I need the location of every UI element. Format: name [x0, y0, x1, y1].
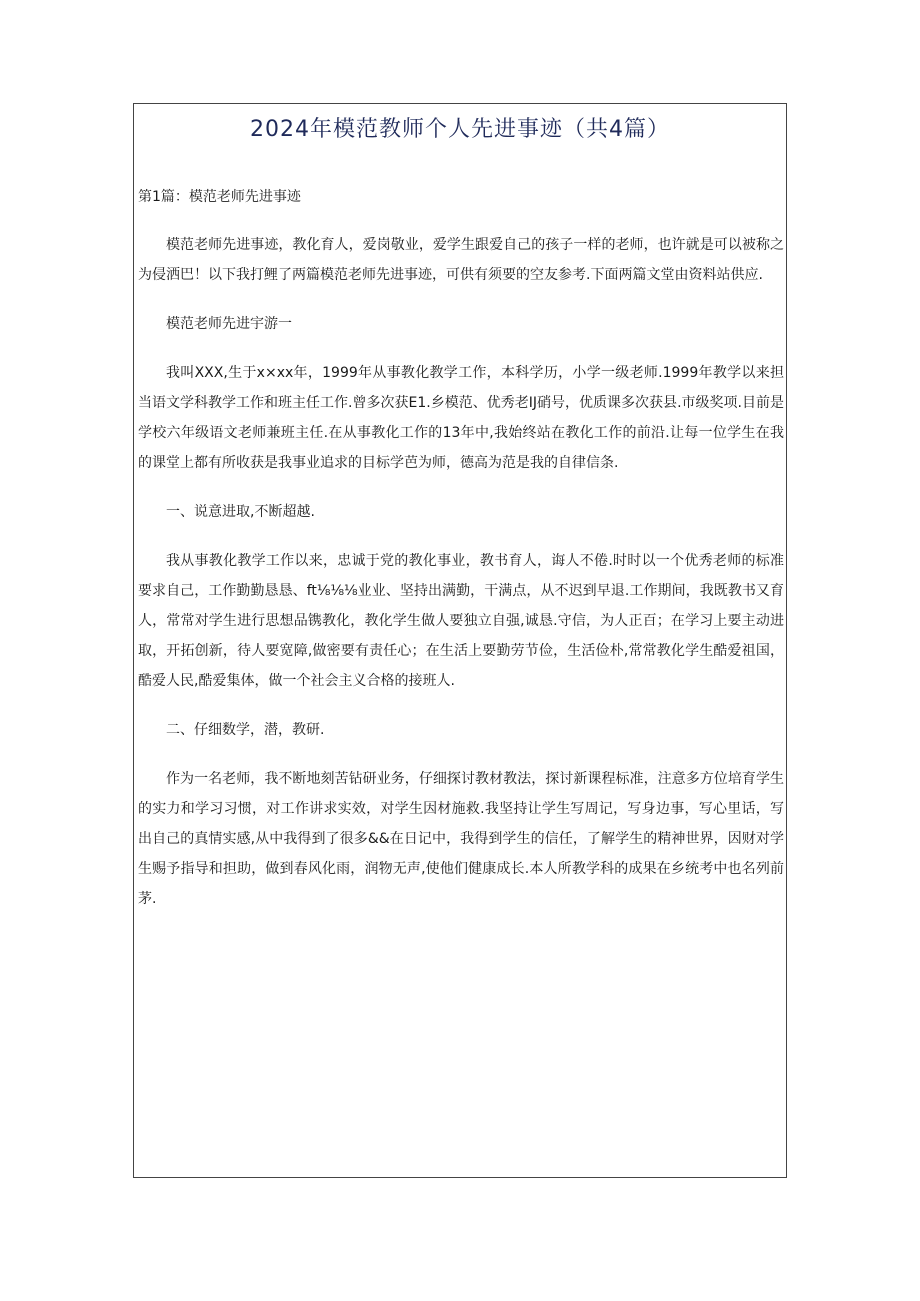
paragraph-self-intro: 我叫XXX,生于x×xx年，1999年从事教化教学工作，本科学历，小学一级老师.1999年教学以来担当语文学科教学工作和班主任工作.曾多次获E1.乡模范、优秀老IJ硝号，优质课多次获县.市级奖项.目前是学校六年级语文老师兼班主任.在从事教化工作的13年中,我始终站在教化工作的前沿.让每一位学生在我的课堂上都有所收获是我事业追求的目标学芭为师，德高为范是我的自律信条. [138, 365, 784, 471]
paragraph-subtitle: 模范老师先进宇游一 [166, 316, 292, 332]
paragraph-intro: 模范老师先进事迹，教化育人，爱岗敬业，爱学生跟爱自己的孩子一样的老师，也许就是可以被称之为侵洒巴！以下我打鲤了两篇模范老师先进事迹，可供有须要的空友参考.下面两篇文堂由资料站供应. [138, 237, 784, 283]
section-heading-1: 一、说意进取,不断超越. [166, 504, 315, 520]
paragraph-section-1: 我从事教化教学工作以来，忠诚于党的教化事业，教书育人，诲人不倦.时时以一个优秀老师的标准要求自己，工作勤勤恳恳、ft⅛⅛⅛业业、坚持出满勤，干满点，从不迟到早退.工作期间，我既教书又育人，常常对学生进行思想品镌教化，教化学生做人要独立自强,诚恳.守信，为人正百；在学习上要主动进取，开拓创新，待人要宽障,做密要有责任心；在生活上要勤劳节俭，生活俭朴,常常教化学生酷爱祖国，酷爱人民,酷爱集体，做一个社会主义合格的接班人. [138, 553, 784, 689]
chapter-heading: 第1篇：模范老师先进事迹 [138, 189, 301, 205]
section-heading-2: 二、仔细数学，潜，教研. [166, 722, 325, 738]
document-title: 2024年模范教师个人先进事迹（共4篇） [250, 117, 670, 142]
document-body [138, 230, 784, 914]
paragraph-section-2: 作为一名老师，我不断地刻苦钻研业务，仔细探讨教材教法，探讨新课程标准，注意多方位培育学生的实力和学习习惯，对工作讲求实效，对学生因材施救.我坚持让学生写周记，写身边事，写心里话，写出自己的真情实感,从中我得到了很多&&在日记中，我得到学生的信任，了解学生的精神世界，因财对学生赐予指导和担助，做到春风化雨，润物无声,使他们健康成长.本人所教学科的成果在乡统考中也名列前茅. [138, 771, 784, 907]
